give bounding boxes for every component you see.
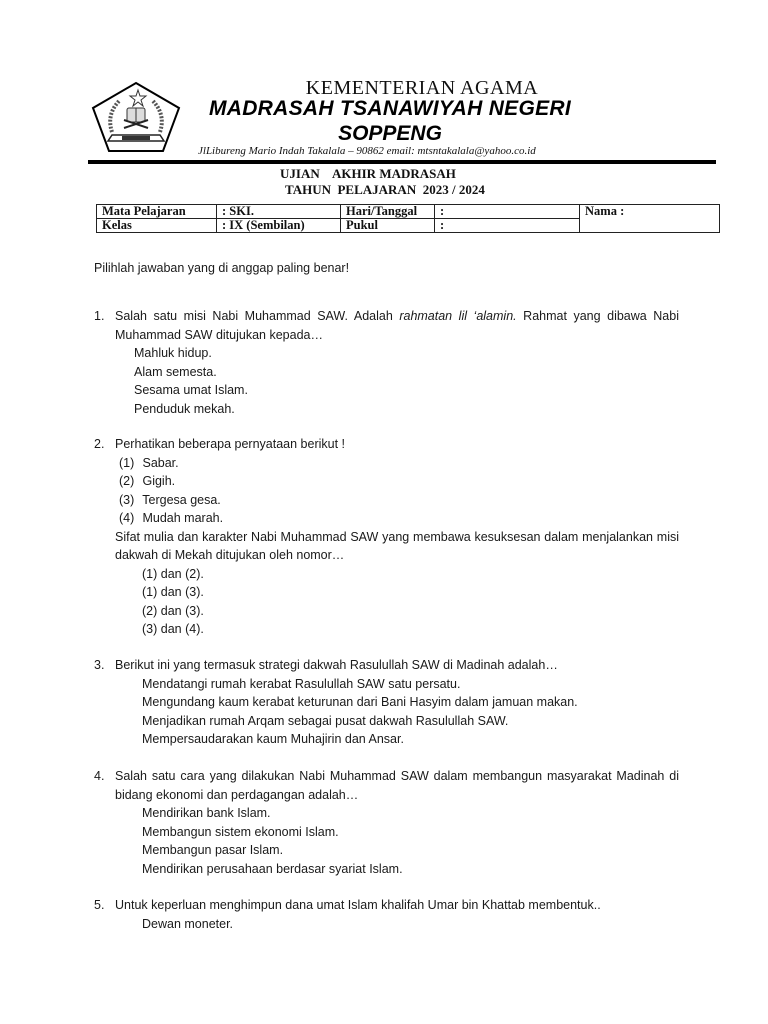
question-4	[94, 767, 679, 878]
time-label: Pukul	[341, 219, 435, 233]
header-divider	[88, 160, 716, 164]
class-value: : IX (Sembilan)	[217, 219, 341, 233]
option: Mempersaudarakan kaum Muhajirin dan Ansar.	[142, 732, 404, 746]
option: Mendirikan bank Islam.	[142, 806, 271, 820]
question-5	[94, 896, 679, 933]
question-1	[94, 307, 679, 418]
exam-year: TAHUN PELAJARAN 2023 / 2024	[285, 182, 485, 197]
statement-number: (4)	[119, 511, 135, 525]
date-value: :	[435, 205, 580, 219]
option: Membangun sistem ekonomi Islam.	[142, 824, 339, 839]
question-number: 3.	[94, 658, 105, 672]
question-stem	[115, 307, 679, 344]
option: Mahluk hidup.	[134, 346, 212, 360]
question-number: 2.	[94, 437, 105, 451]
question-number: 1.	[94, 309, 105, 323]
question-2	[94, 435, 679, 639]
stem-italic-term: rahmatan lil ‘alamin.	[399, 309, 517, 323]
subject-label: Mata Pelajaran	[97, 205, 217, 219]
school-address: JlLibureng Mario Indah Takalala – 90862 email: mtsntakalala@yahoo.co.id	[198, 145, 536, 157]
option: Mendatangi rumah kerabat Rasulullah SAW satu persatu.	[142, 676, 461, 691]
option: Dewan moneter.	[142, 916, 234, 931]
statement	[119, 454, 679, 473]
statement-number: (3)	[119, 492, 135, 507]
class-label: Kelas	[97, 219, 217, 233]
ministry-name: KEMENTERIAN AGAMA	[305, 77, 539, 99]
question-stem: Salah satu cara yang dilakukan Nabi Muhammad SAW dalam membangun masyarakat Madinah di bidang ekonomi dan perdagangan adalah…	[115, 769, 679, 802]
option: Mendirikan perusahaan berdasar syariat Islam.	[142, 861, 403, 876]
question-number: 5.	[94, 898, 105, 912]
statement	[119, 509, 679, 528]
statement-number: (2)	[119, 474, 135, 488]
option: (1) dan (3).	[142, 585, 204, 599]
instruction-text: Pilihlah jawaban yang di anggap paling benar!	[94, 261, 350, 275]
date-label: Hari/Tanggal	[341, 205, 435, 219]
statement-text: Tergesa gesa.	[142, 492, 221, 507]
statement-text: Gigih.	[142, 474, 176, 488]
statement-text: Sabar.	[142, 455, 179, 470]
stem-text: Salah satu misi Nabi Muhammad SAW. Adalah	[115, 309, 400, 323]
option: Menjadikan rumah Arqam sebagai pusat dakwah Rasulullah SAW.	[142, 713, 509, 728]
option: Mengundang kaum kerabat keturunan dari Bani Hasyim dalam jamuan makan.	[142, 695, 578, 709]
option: (2) dan (3).	[142, 603, 204, 618]
option: Alam semesta.	[134, 364, 217, 379]
option: (3) dan (4).	[142, 622, 204, 636]
subject-value: : SKI.	[217, 205, 341, 219]
statement	[119, 491, 679, 510]
option: (1) dan (2).	[142, 566, 204, 581]
kementerian-agama-logo-icon	[90, 80, 182, 154]
statement-text: Mudah marah.	[142, 511, 224, 525]
statement-number: (1)	[119, 455, 135, 470]
exam-title: UJIAN AKHIR MADRASAH	[280, 166, 456, 181]
school-city: SOPPENG	[338, 122, 442, 145]
option: Membangun pasar Islam.	[142, 843, 284, 857]
question-number: 4.	[94, 769, 105, 783]
stem-text: Rahmat yang dibawa Nabi Muhammad SAW ditujukan kepada…	[115, 309, 679, 342]
school-name: MADRASAH TSANAWIYAH NEGERI	[208, 97, 572, 120]
table-row	[97, 205, 720, 219]
option: Penduduk mekah.	[134, 401, 235, 416]
exam-info-table	[96, 204, 720, 233]
question-stem: Untuk keperluan menghimpun dana umat Islam khalifah Umar bin Khattab membentuk..	[115, 898, 601, 912]
statement	[119, 472, 679, 491]
question-stem-continued: Sifat mulia dan karakter Nabi Muhammad SAW yang membawa kesuksesan dalam menjalankan misi dakwah di Mekah ditujukan oleh nomor…	[115, 529, 679, 562]
question-stem: Perhatikan beberapa pernyataan berikut !	[115, 437, 346, 451]
name-field: Nama :	[580, 205, 720, 233]
question-3	[94, 656, 679, 749]
question-stem: Berikut ini yang termasuk strategi dakwah Rasulullah SAW di Madinah adalah…	[115, 658, 558, 672]
time-value: :	[435, 219, 580, 233]
option: Sesama umat Islam.	[134, 383, 248, 397]
